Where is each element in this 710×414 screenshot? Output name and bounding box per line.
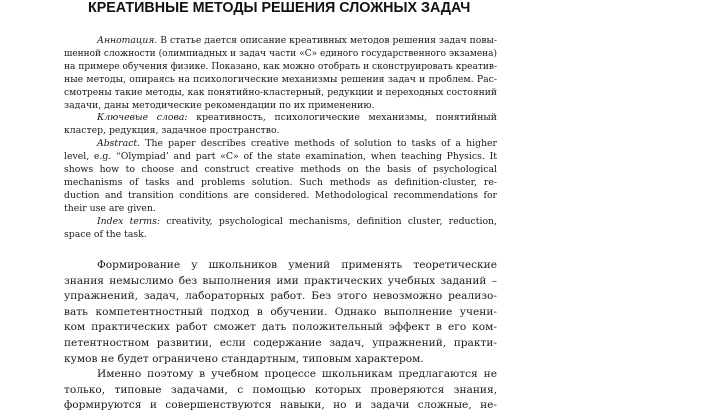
paragraph-1: Формирование у школьников умений применять теоретические знания немыслимо без выполнения ими практических учебных заданий – упражнений, задач, лабораторных работ. Без этого невозможно реализо- вать компетентностный подход в обучении. Однако выполнение учени- ком практических работ сможет дать положительный эффект в его ком- петентностном развитии, если содержание задач, упражнений, практи- кумов не будет ограничено стандартным, типовым характером.: [64, 259, 497, 365]
abstract-label: Abstract.: [97, 138, 141, 149]
abstract-en: Abstract. The paper describes creative methods of solution to tasks of a higher level, e.g. “Olympiad’ and part «C» of the state examination, when teaching Physics. It shows how to choose and construct creative methods on the basis of psychological mechanisms of tasks and problems solution. Such methods as definition-cluster, re- duction and transition conditions are considered. Methodological recommendations for their use are given.: [64, 138, 497, 214]
index-terms: Index terms: creativity, psychological mechanisms, definition cluster, reduction, space of the task.: [64, 216, 497, 240]
article-title: КРЕАТИВНЫЕ МЕТОДЫ РЕШЕНИЯ СЛОЖНЫХ ЗАДАЧ: [88, 0, 471, 16]
annotation-label: Аннотация.: [97, 35, 158, 46]
paragraph-2: Именно поэтому в учебном процессе школьникам предлагаются не только, типовые задачами, с помощью которых проверяются знания, формируются и совершенствуются навыки, но и задачи сложные, не-: [64, 368, 497, 412]
keywords-label: Ключевые слова:: [97, 112, 188, 123]
keywords-ru: Ключевые слова: креативность, психологические механизмы, понятийный кластер, редукция, задачное пространство.: [64, 112, 497, 136]
index-terms-label: Index terms:: [97, 216, 161, 227]
annotation-ru: Аннотация. В статье дается описание креативных методов решения задач повы- шенной сложности (олимпиадных и задач части «С» единого государственного экзамена) на примере обучения физике. Показано, как можно отобрать и сконструировать креатив- ные методы, опираясь на психологические механизмы решения задач и проблем. Рас- смотрены такие методы, как понятийно-кластерный, редукции и переходных состояний задачи, даны методические рекомендации по их применению.: [64, 35, 497, 111]
body-text: [64, 258, 497, 414]
